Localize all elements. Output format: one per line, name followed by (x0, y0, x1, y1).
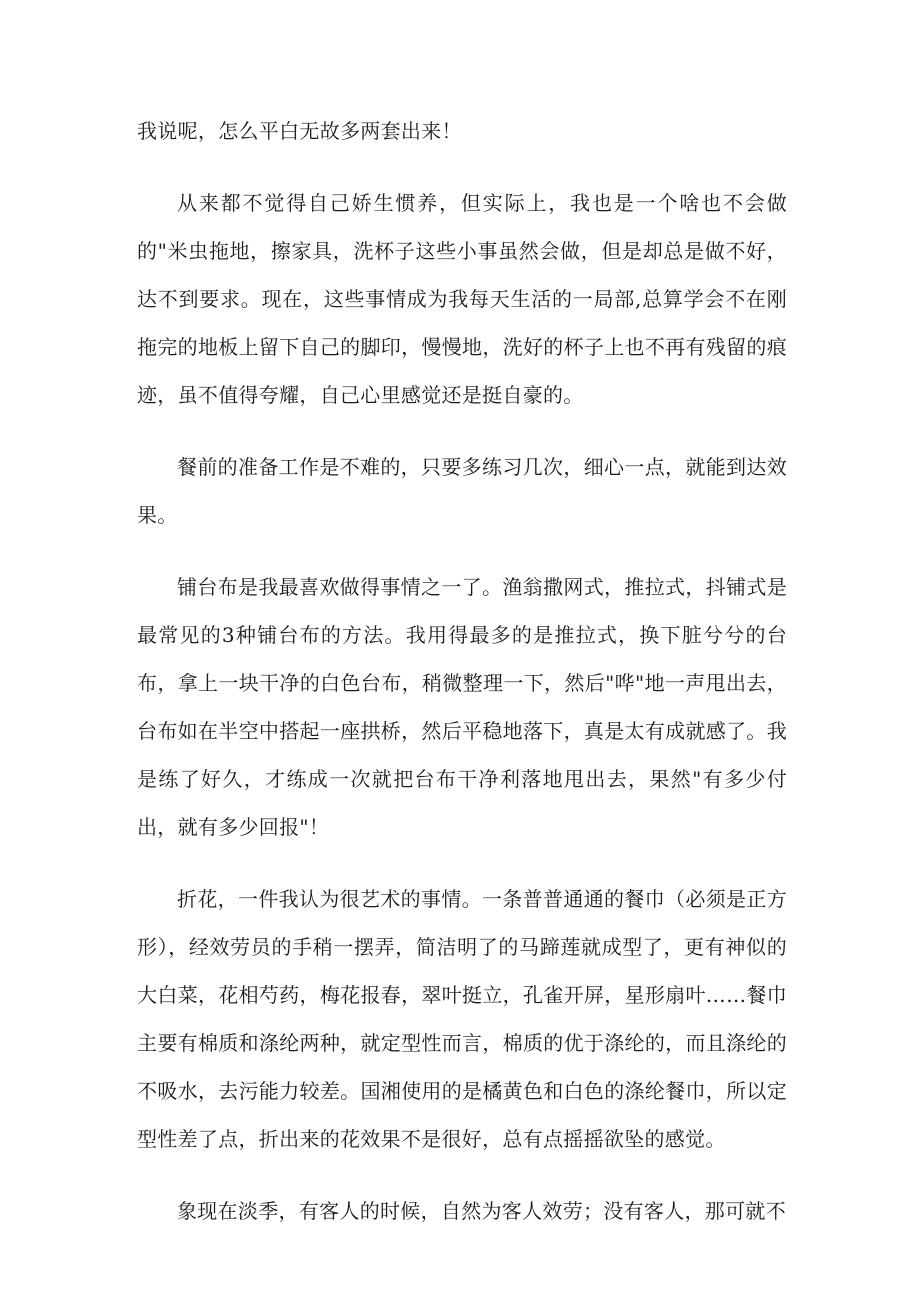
paragraph-1: 我说呢，怎么平白无故多两套出来！ (137, 119, 462, 143)
paragraph-4: 铺台布是我最喜欢做得事情之一了。渔翁撒网式，推拉式，抖铺式是最常见的3种铺台布的方法。我用得最多的是推拉式，换下脏兮兮的台布，拿上一块干净的白色台布，稍微整理一下，然后"哗"地一声甩出去，台布如在半空中搭起一座拱桥，然后平稳地落下，真是太有成就感了。我是练了好久，才练成一次就把台布干净利落地甩出去，果然"有多少付出，就有多少回报"！ (137, 575, 787, 839)
paragraph-2: 从来都不觉得自己娇生惯养，但实际上，我也是一个啥也不会做的"米虫拖地，擦家具，洗杯子这些小事虽然会做，但是却总是做不好，达不到要求。现在，这些事情成为我每天生活的一局部,总算学会不在刚拖完的地板上留下自己的脚印，慢慢地，洗好的杯子上也不再有残留的痕迹，虽不值得夸耀，自己心里感觉还是挺自豪的。 (137, 191, 787, 407)
paragraph-6: 象现在淡季，有客人的时候，自然为客人效劳；没有客人，那可就不 (177, 1199, 786, 1223)
document-body (137, 107, 787, 1259)
paragraph-3: 餐前的准备工作是不难的，只要多练习几次，细心一点，就能到达效果。 (137, 455, 787, 527)
paragraph-5: 折花，一件我认为很艺术的事情。一条普普通通的餐巾（必须是正方形），经效劳员的手稍一摆弄，简洁明了的马蹄莲就成型了，更有神似的大白菜，花相芍药，梅花报春，翠叶挺立，孔雀开屏，星形扇叶……餐巾主要有棉质和涤纶两种，就定型性而言，棉质的优于涤纶的，而且涤纶的不吸水，去污能力较差。国湘使用的是橘黄色和白色的涤纶餐巾，所以定型性差了点，折出来的花效果不是很好，总有点摇摇欲坠的感觉。 (137, 887, 787, 1151)
